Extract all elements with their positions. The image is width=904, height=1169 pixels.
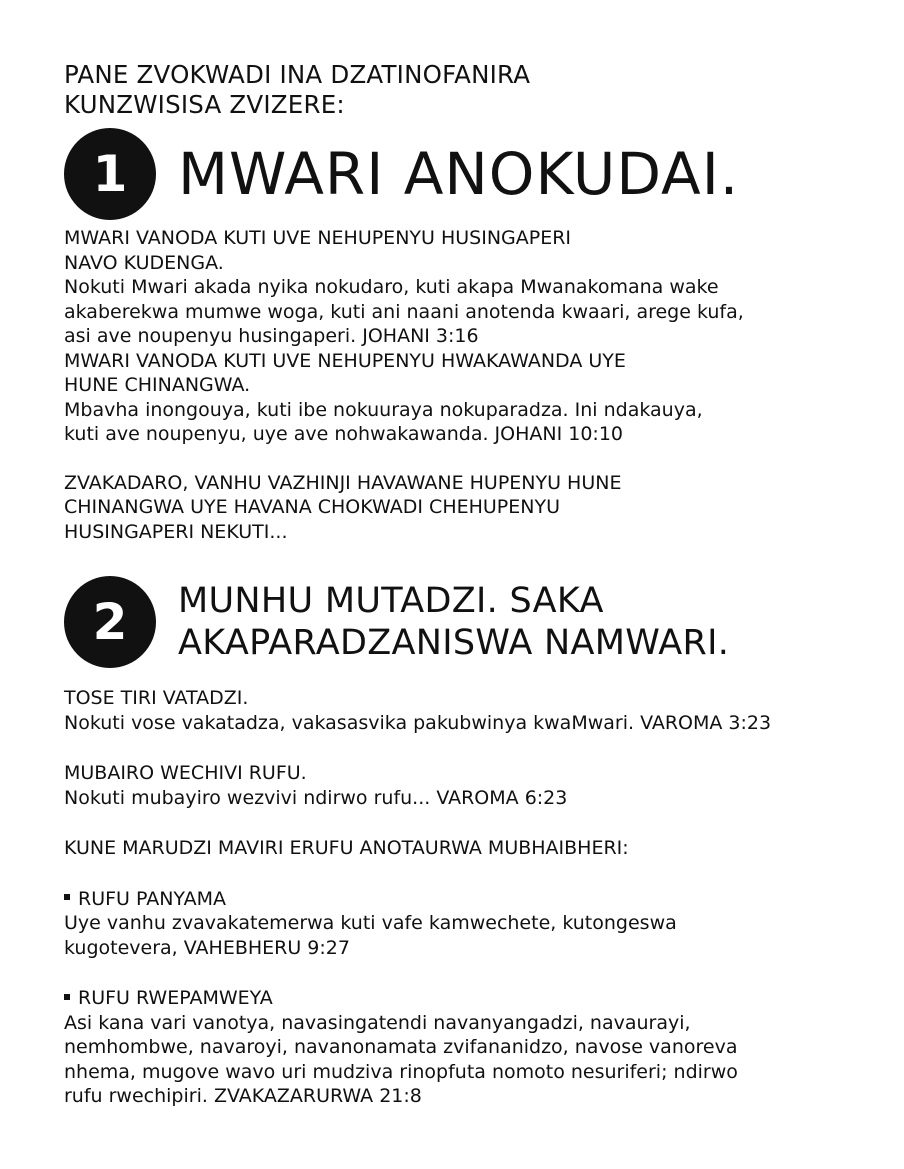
text-line: MWARI VANODA KUTI UVE NEHUPENYU HWAKAWANDA UYE <box>64 349 626 372</box>
text-line: Asi kana vari vanotya, navasingatendi navanyangadzi, navaurayi, <box>64 1011 691 1034</box>
text-line: HUSINGAPERI NEKUTI... <box>64 520 288 543</box>
section-1-body <box>64 226 864 544</box>
text-line: Uye vanhu zvavakatemerwa kuti vafe kamwechete, kutongeswa <box>64 912 677 934</box>
intro-heading <box>64 60 864 120</box>
number-badge-1: 1 <box>64 128 156 220</box>
section-2-title-line: AKAPARADZANISWA NAMWARI. <box>178 623 730 663</box>
bullet-heading: RUFU RWEPAMWEYA <box>64 986 864 1011</box>
text-line: Nokuti mubayiro wezvivi ndirwo rufu... VAROMA 6:23 <box>64 786 568 809</box>
section-2-header <box>64 576 864 668</box>
text-line: akaberekwa mumwe woga, kuti ani naani anotenda kwaari, arege kufa, <box>64 300 744 323</box>
number-badge-2: 2 <box>64 576 156 668</box>
text-line: HUNE CHINANGWA. <box>64 374 251 396</box>
section-1-header <box>64 128 864 220</box>
section-2-title-line: MUNHU MUTADZI. SAKA <box>178 581 604 621</box>
text-line: ZVAKADARO, VANHU VAZHINJI HAVAWANE HUPENYU HUNE <box>64 471 622 494</box>
section-2-title <box>156 580 729 664</box>
text-line: KUNE MARUDZI MAVIRI ERUFU ANOTAURWA MUBHAIBHERI: <box>64 837 629 859</box>
section-1-title: MWARI ANOKUDAI. <box>178 140 740 208</box>
intro-line: PANE ZVOKWADI INA DZATINOFANIRA <box>64 60 531 89</box>
text-line: Nokuti vose vakatadza, vakasasvika pakubwinya kwaMwari. VAROMA 3:23 <box>64 711 772 734</box>
text-line: Nokuti Mwari akada nyika nokudaro, kuti akapa Mwanakomana wake <box>64 276 719 298</box>
text-line: nhema, mugove wavo uri mudziva rinopfuta nomoto nesuriferi; ndirwo <box>64 1060 738 1083</box>
text-line: nemhombwe, navaroyi, navanonamata zvifananidzo, navose vanoreva <box>64 1036 738 1058</box>
text-line: Mbavha inongouya, kuti ibe nokuuraya nokuparadza. Ini ndakauya, <box>64 398 703 421</box>
text-line: rufu rwechipiri. ZVAKAZARURWA 21:8 <box>64 1085 422 1107</box>
text-line: CHINANGWA UYE HAVANA CHOKWADI CHEHUPENYU <box>64 496 560 518</box>
text-line: TOSE TIRI VATADZI. <box>64 687 249 709</box>
bullet-heading: RUFU PANYAMA <box>64 887 864 912</box>
text-line: MUBAIRO WECHIVI RUFU. <box>64 762 307 784</box>
text-line: asi ave noupenyu husingaperi. JOHANI 3:16 <box>64 325 479 347</box>
text-line: kugotevera, VAHEBHERU 9:27 <box>64 936 350 959</box>
text-line: MWARI VANODA KUTI UVE NEHUPENYU HUSINGAPERI <box>64 227 572 249</box>
section-2-body <box>64 686 864 1109</box>
text-line: NAVO KUDENGA. <box>64 251 224 274</box>
text-line: kuti ave noupenyu, uye ave nohwakawanda. JOHANI 10:10 <box>64 423 624 445</box>
intro-line: KUNZWISISA ZVIZERE: <box>64 90 345 119</box>
document-page <box>64 60 864 1109</box>
